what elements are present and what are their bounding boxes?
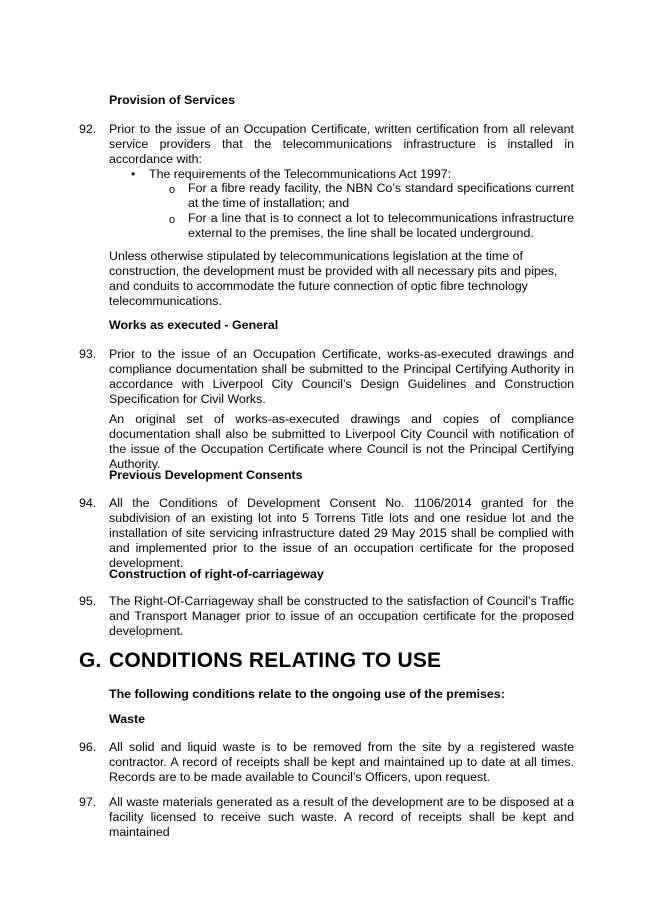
condition-97-text: All waste materials generated as a result of the development are to be disposed at a facility licensed to receive such waste. A record of receipts shall be kept and maintained [109, 795, 574, 839]
condition-96-text: All solid and liquid waste is to be removed from the site by a registered waste contractor. A record of receipts shall be kept and maintained up to date at all times. Records are to be made available to Council’s Officers, upon request. [109, 740, 574, 784]
sub-bullet-marker: o [169, 184, 176, 196]
condition-number-95: 95. [79, 594, 97, 608]
condition-92-extra: Unless otherwise stipulated by telecommunications legislation at the time of construction, the development must be provided with all necessary pits and pipes, and conduits to accommodate the future connection of optic fibre technology telecommunications. [109, 249, 558, 308]
condition-92-sub-item-2: For a line that is to connect a lot to telecommunications infrastructure external to the premises, the line shall be located underground. [188, 211, 574, 240]
condition-number-96: 96. [79, 740, 97, 754]
condition-number-93: 93. [79, 347, 97, 361]
section-intro: The following conditions relate to the ongoing use of the premises: [109, 687, 505, 701]
sub-bullet-marker: o [169, 214, 176, 226]
heading-construction-of-right-of-carriageway: Construction of right-of-carriageway [109, 567, 324, 581]
condition-92-text: Prior to the issue of an Occupation Certificate, written certification from all relevant service providers that the telecommunications infrastructure is installed in accordance with: [109, 122, 574, 166]
section-title-text: CONDITIONS RELATING TO USE [109, 649, 442, 672]
condition-number-94: 94. [79, 496, 97, 510]
condition-number-92: 92. [79, 122, 97, 136]
condition-94-text: All the Conditions of Development Consent No. 1106/2014 granted for the subdivision of an existing lot into 5 Torrens Title lots and one residue lot and the installation of site servicing infrastructure dated 29 May 2015 shall be complied with and implemented prior to the issue of an occupation certificate for the proposed development. [109, 496, 574, 570]
condition-95-text: The Right-Of-Carriageway shall be constructed to the satisfaction of Council’s Traffic and Transport Manager prior to issue of an occupation certificate for the proposed development. [109, 594, 574, 638]
condition-92-bullet: The requirements of the Telecommunications Act 1997: [149, 167, 452, 181]
heading-previous-development-consents: Previous Development Consents [109, 468, 303, 482]
section-title [79, 648, 441, 674]
condition-number-97: 97. [79, 795, 97, 809]
heading-provision-of-services: Provision of Services [109, 93, 236, 107]
heading-works-as-executed: Works as executed - General [109, 318, 279, 332]
condition-92-sub-item-1: For a fibre ready facility, the NBN Co’s standard specifications current at the time of installation; and [188, 181, 574, 210]
bullet-marker: • [131, 167, 136, 181]
condition-93-text: Prior to the issue of an Occupation Certificate, works-as-executed drawings and compliance documentation shall be submitted to the Principal Certifying Authority in accordance with Liverpool City Council’s Design Guidelines and Construction Specification for Civil Works. [109, 347, 574, 406]
condition-93-extra: An original set of works-as-executed drawings and copies of compliance documentation shall also be submitted to Liverpool City Council with notification of the issue of the Occupation Certificate where Council is not the Principal Certifying Authority. [109, 412, 574, 471]
heading-waste: Waste [109, 712, 146, 726]
section-letter: G. [79, 649, 102, 672]
